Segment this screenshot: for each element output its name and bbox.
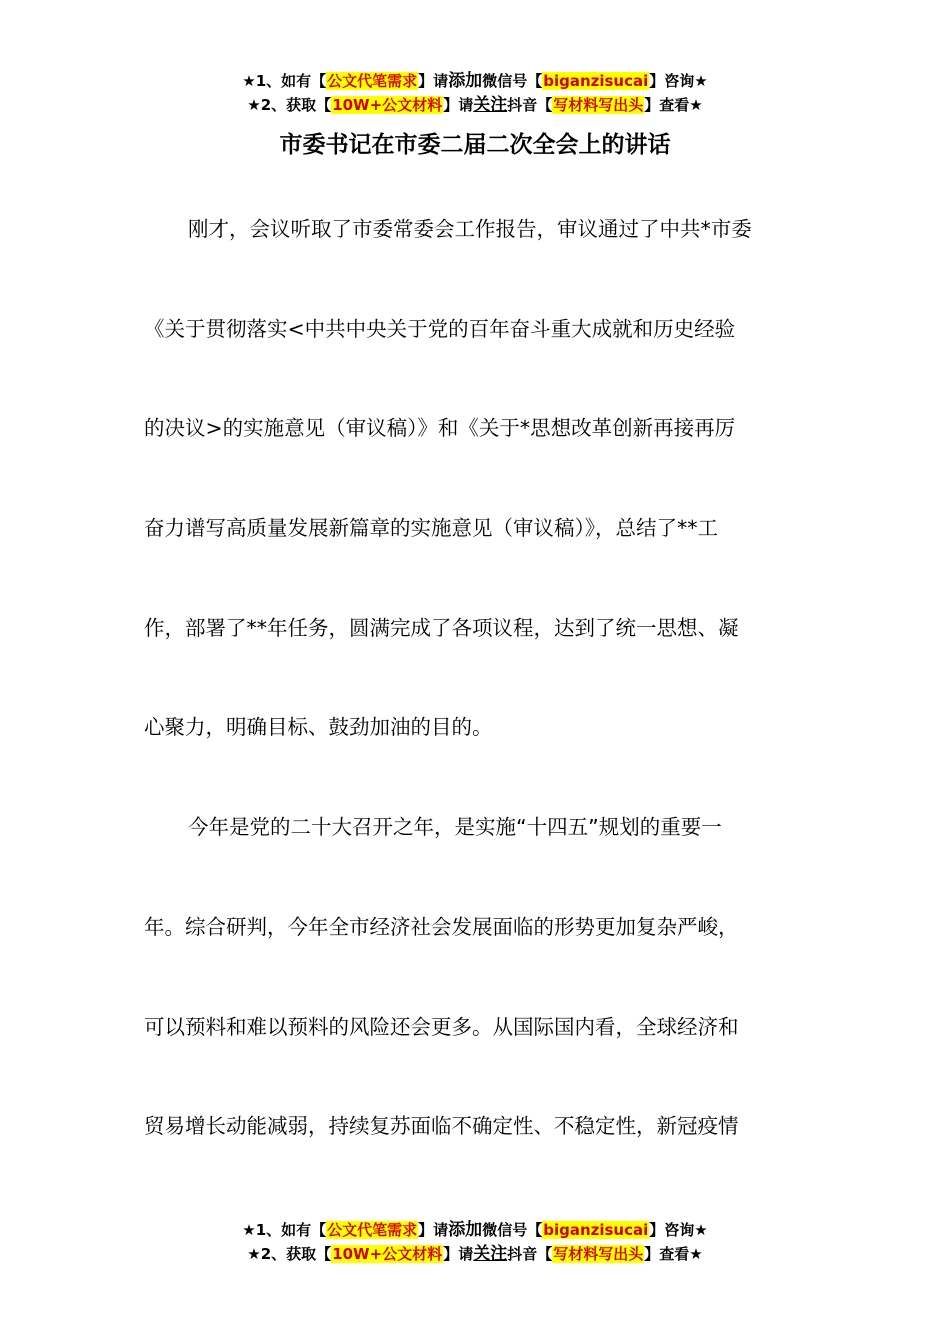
banner-highlight: biganzisucai (543, 1221, 649, 1239)
body-line: 贸易增长动能减弱，持续复苏面临不确定性、不稳定性，新冠疫情 (144, 1114, 739, 1139)
banner-line-2 (0, 93, 950, 117)
body-line: 今年是党的二十大召开之年，是实施“十四五”规划的重要一 (188, 815, 722, 840)
banner-line-2 (0, 1242, 950, 1266)
body-line: 作，部署了**年任务，圆满完成了各项议程，达到了统一思想、凝 (144, 615, 739, 640)
body-line: 奋力谱写高质量发展新篇章的实施意见（审议稿）》，总结了**工 (144, 516, 718, 541)
document-body (144, 209, 794, 1206)
banner-text: 】请 (443, 96, 474, 114)
banner-line-1 (0, 1218, 950, 1242)
banner-emphasis: 添加 (448, 1220, 483, 1240)
banner-text: 】请 (418, 1221, 449, 1239)
body-line: 《关于贯彻落实<中共中央关于党的百年奋斗重大成就和历史经验 (144, 316, 736, 341)
document-title: 市委书记在市委二届二次全会上的讲话 (279, 132, 671, 158)
banner-text: ★1、如有【 (242, 72, 327, 90)
banner-text: ★2、获取【 (247, 96, 332, 114)
body-line: 的决议>的实施意见（审议稿）》和《关于*思想改革创新再接再厉 (144, 416, 736, 441)
body-line: 刚才，会议听取了市委常委会工作报告，审议通过了中共*市委 (188, 217, 752, 241)
footer-banner (0, 1218, 950, 1266)
header-banner (0, 69, 950, 117)
banner-emphasis: 关注 (473, 95, 508, 115)
banner-line-1 (0, 69, 950, 93)
banner-text: 】咨询★ (649, 1221, 708, 1239)
body-line: 可以预料和难以预料的风险还会更多。从国际国内看，全球经济和 (144, 1014, 739, 1039)
banner-text: 】咨询★ (649, 72, 708, 90)
banner-highlight: 10W+公文材料 (332, 1245, 443, 1263)
body-line: 年。综合研判，今年全市经济社会发展面临的形势更加复杂严峻， (144, 914, 739, 939)
banner-text: ★1、如有【 (242, 1221, 327, 1239)
banner-text: 微信号【 (482, 1221, 543, 1239)
banner-text: 抖音【 (507, 96, 553, 114)
banner-text: 抖音【 (507, 1245, 553, 1263)
banner-highlight: 公文代笔需求 (327, 1221, 418, 1239)
banner-text: ★2、获取【 (247, 1245, 332, 1263)
banner-highlight: 公文代笔需求 (327, 72, 418, 90)
banner-highlight: 10W+公文材料 (332, 96, 443, 114)
banner-highlight: biganzisucai (543, 72, 649, 90)
banner-text: 】查看★ (644, 96, 703, 114)
banner-emphasis: 添加 (448, 71, 483, 91)
banner-highlight: 写材料写出头 (553, 96, 644, 114)
banner-highlight: 写材料写出头 (553, 1245, 644, 1263)
banner-text: 微信号【 (482, 72, 543, 90)
banner-text: 】查看★ (644, 1245, 703, 1263)
banner-text: 】请 (443, 1245, 474, 1263)
banner-emphasis: 关注 (473, 1244, 508, 1264)
banner-text: 】请 (418, 72, 449, 90)
body-line: 心聚力，明确目标、鼓劲加油的目的。 (144, 715, 493, 740)
